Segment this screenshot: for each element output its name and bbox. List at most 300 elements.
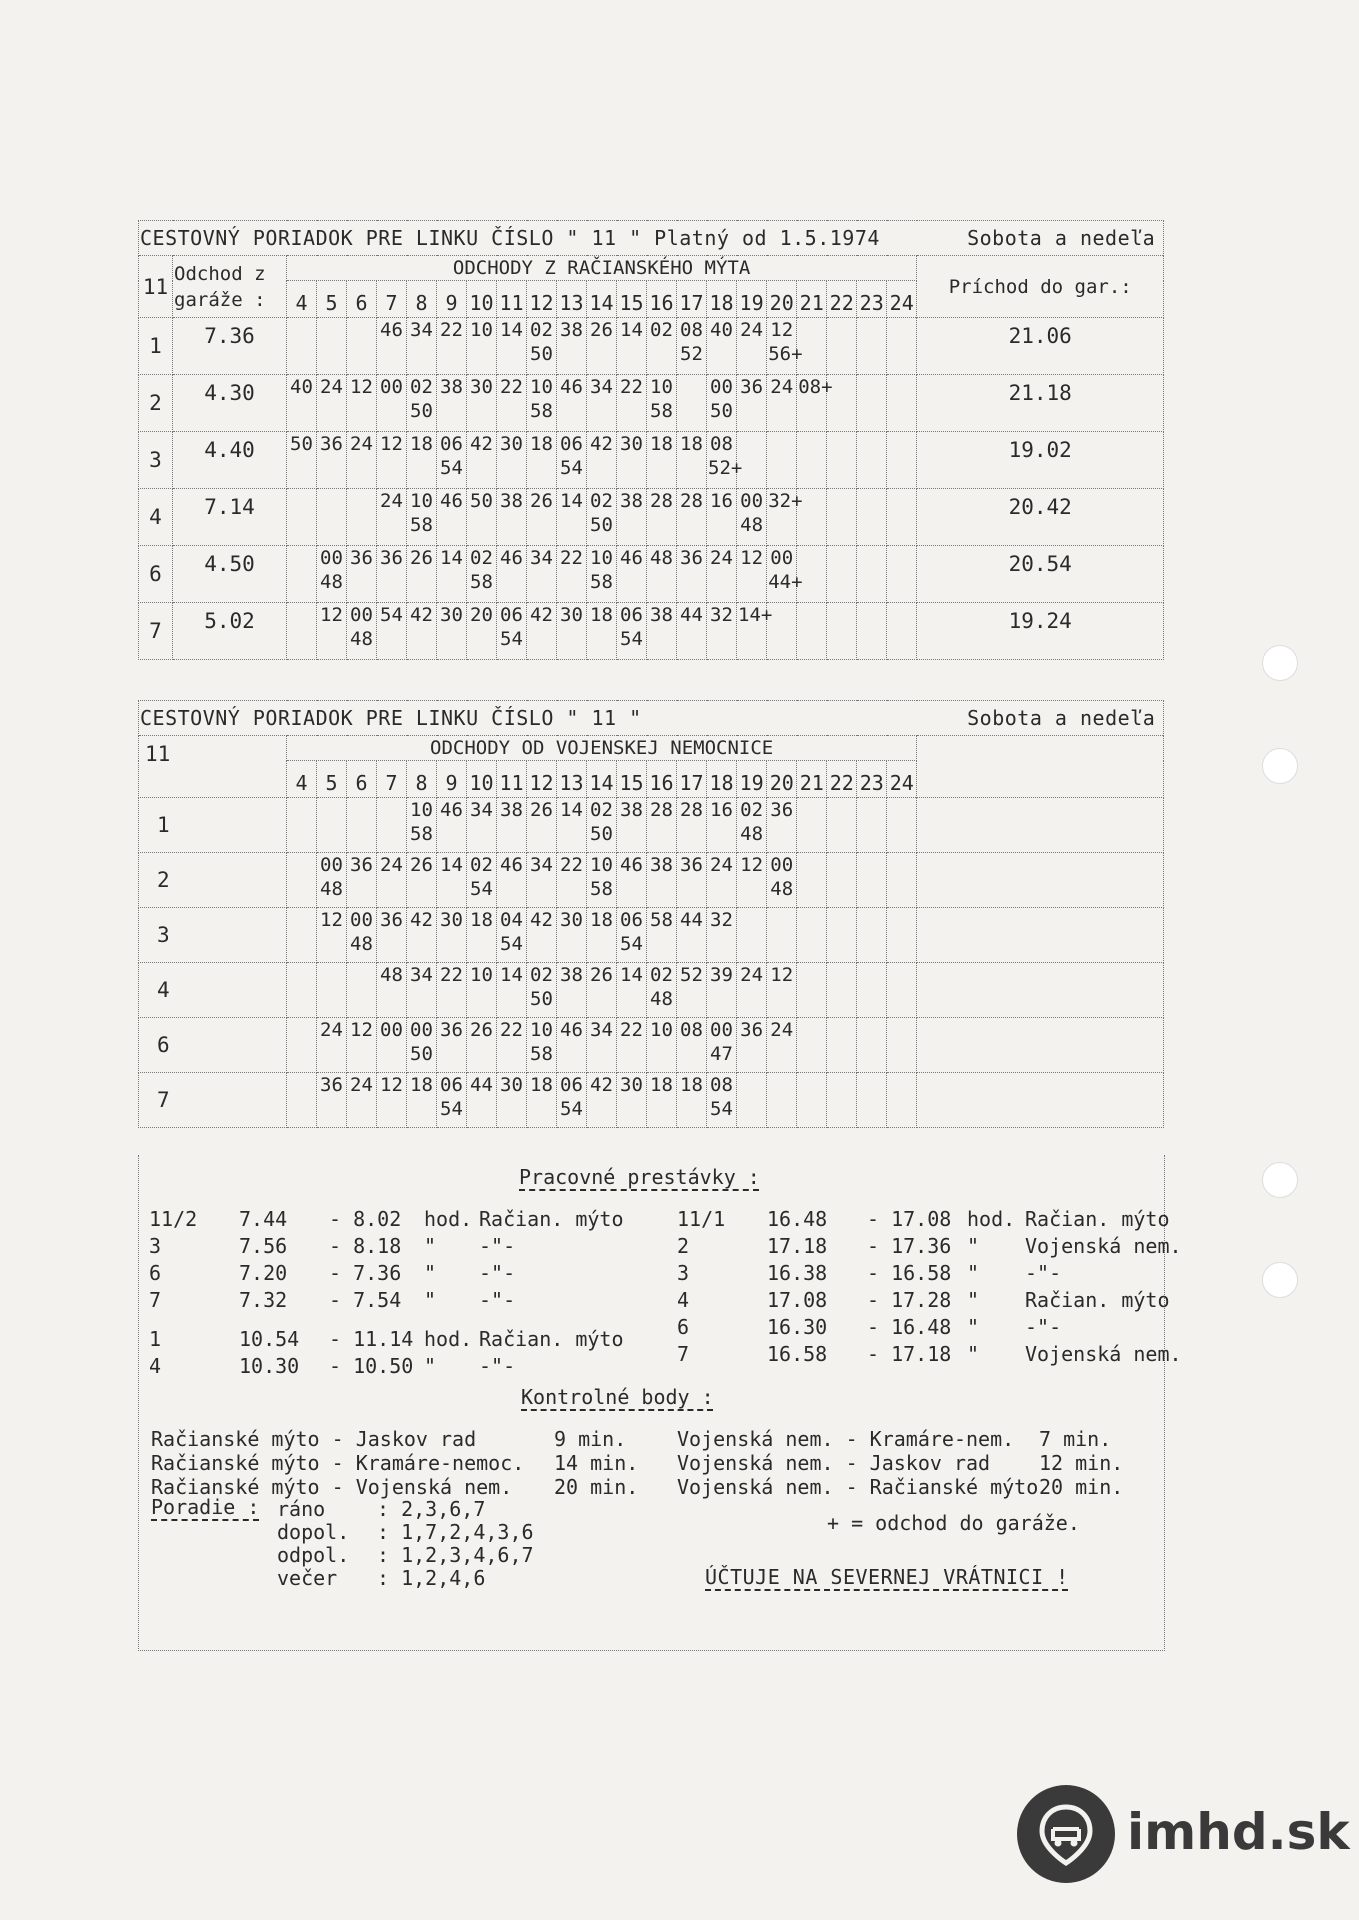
departure-minute: 58: [530, 1043, 553, 1065]
departure-cell: [527, 318, 557, 375]
departure-minute: 18: [410, 433, 433, 455]
departure-cell: [437, 1018, 467, 1073]
departure-minute: 46: [500, 547, 523, 569]
garage-arrival: 19.24: [917, 603, 1164, 660]
hour-header: 11: [497, 761, 527, 798]
punch-hole: [1262, 1162, 1298, 1198]
departure-cell: [767, 1018, 797, 1073]
departure-cell: [707, 546, 737, 603]
departure-minute: 40: [290, 376, 313, 398]
break-unit: hod.: [967, 1207, 1016, 1231]
departure-minute: 58: [530, 400, 553, 422]
departure-cell: [587, 1018, 617, 1073]
departure-minute: 42: [410, 909, 433, 931]
departure-cell: [617, 432, 647, 489]
departure-cell: [467, 1018, 497, 1073]
departure-cell: [827, 1018, 857, 1073]
departure-minute: 18: [680, 1074, 703, 1096]
hour-header: 12: [527, 761, 557, 798]
departure-cell: [707, 798, 737, 853]
break-from: 7.56: [239, 1234, 288, 1258]
departure-cell: [647, 375, 677, 432]
departure-minute: 12: [770, 964, 794, 986]
departure-minute: 48: [650, 547, 673, 569]
departure-minute: 12: [380, 433, 403, 455]
departure-minute: 24: [350, 1074, 373, 1096]
departure-minute: 42: [590, 1074, 613, 1096]
departure-cell: [617, 1018, 647, 1073]
break-place: Račian. mýto: [1025, 1207, 1170, 1231]
departure-cell: [887, 489, 917, 546]
departure-cell: [377, 1073, 407, 1128]
departure-cell: [557, 432, 587, 489]
departure-cell: [557, 1073, 587, 1128]
punch-hole: [1262, 645, 1298, 681]
departure-cell: [587, 375, 617, 432]
hour-header: 4: [287, 761, 317, 798]
departure-cell: [647, 318, 677, 375]
departure-minute: 58: [410, 514, 433, 536]
order-value: : 2,3,6,7: [377, 1497, 486, 1521]
departure-minute: 24: [380, 854, 403, 876]
departure-cell: [377, 432, 407, 489]
order-title: Poradie :: [151, 1495, 260, 1519]
departure-cell: [617, 1073, 647, 1128]
departure-cell: [797, 1073, 827, 1128]
departure-cell: [827, 546, 857, 603]
departure-minute: 08: [680, 1019, 703, 1041]
departure-cell: [707, 603, 737, 660]
departure-minute: 26: [410, 854, 433, 876]
departure-cell: [887, 318, 917, 375]
garage-departure: 4.50: [173, 546, 287, 603]
departure-minute: 06: [560, 433, 583, 455]
blank-cell: [917, 908, 1164, 963]
departure-cell: [287, 318, 317, 375]
departure-cell: [287, 798, 317, 853]
row-number: 6: [139, 1018, 287, 1073]
departure-minute: 50: [410, 400, 433, 422]
departure-cell: [887, 432, 917, 489]
departure-minute: 44+: [768, 571, 803, 593]
departure-minute: 08+: [798, 376, 833, 398]
departure-cell: [497, 963, 527, 1018]
departure-minute: 10: [530, 1019, 553, 1041]
departure-cell: [677, 908, 707, 963]
departure-cell: [467, 489, 497, 546]
timetable-row: [139, 603, 1164, 660]
departure-minute: 04: [500, 909, 523, 931]
departure-minute: 58: [650, 909, 673, 931]
departure-minute: 52: [680, 964, 703, 986]
timetable-row: [139, 1018, 1164, 1073]
hour-header: 19: [737, 281, 767, 318]
departure-minute: 50: [530, 988, 553, 1010]
departure-cell: [617, 489, 647, 546]
break-from: 16.30: [767, 1315, 828, 1339]
control-time: 7 min.: [1039, 1427, 1112, 1451]
departure-cell: [767, 963, 797, 1018]
hour-header: 23: [857, 281, 887, 318]
departure-cell: [347, 489, 377, 546]
departure-cell: [287, 489, 317, 546]
garage-arrival: 20.42: [917, 489, 1164, 546]
departure-cell: [407, 375, 437, 432]
departure-minute: 38: [440, 376, 463, 398]
hour-header: 22: [827, 761, 857, 798]
departure-cell: [677, 853, 707, 908]
departure-minute: 54: [500, 933, 523, 955]
departure-minute: 54: [380, 604, 403, 626]
break-from: 17.18: [767, 1234, 828, 1258]
departure-cell: [497, 908, 527, 963]
garage-header: Odchod z garáže :: [173, 256, 287, 318]
departure-minute: 44: [680, 909, 703, 931]
break-to: - 17.18: [867, 1342, 952, 1366]
hour-header: 16: [647, 761, 677, 798]
departure-cell: [497, 1073, 527, 1128]
departure-minute: 24: [740, 964, 764, 986]
departure-cell: [707, 489, 737, 546]
break-to: - 7.36: [329, 1261, 402, 1285]
order-value: : 1,2,4,6: [377, 1566, 486, 1590]
hour-header: 14: [587, 761, 617, 798]
departure-minute: 14: [620, 964, 643, 986]
departure-minute: 14: [500, 319, 523, 341]
departure-cell: [497, 546, 527, 603]
departure-cell: [797, 432, 827, 489]
departure-minute: 36: [380, 909, 403, 931]
departure-cell: [857, 798, 887, 853]
imhd-logo[interactable]: [1017, 1785, 1350, 1885]
departure-cell: [827, 963, 857, 1018]
hour-header: 15: [617, 761, 647, 798]
departure-cell: [347, 1073, 377, 1128]
garage-arrival: 21.18: [917, 375, 1164, 432]
departure-cell: [557, 546, 587, 603]
departure-cell: [287, 853, 317, 908]
logo-text: imhd.sk: [1127, 1803, 1350, 1861]
departure-minute: 24: [380, 490, 403, 512]
departure-minute: 54: [500, 628, 523, 650]
break-unit: ": [967, 1261, 980, 1285]
departure-cell: [647, 1018, 677, 1073]
departure-cell: [557, 853, 587, 908]
break-unit: ": [967, 1288, 980, 1312]
departure-minute: 12: [350, 376, 373, 398]
departure-cell: [527, 489, 557, 546]
departure-cell: [527, 546, 557, 603]
bus-pin-icon: [1017, 1785, 1115, 1883]
departure-cell: [857, 489, 887, 546]
garage-arrival: 19.02: [917, 432, 1164, 489]
departure-cell: [707, 1073, 737, 1128]
departure-cell: [347, 853, 377, 908]
departure-cell: [467, 908, 497, 963]
departure-cell: [857, 432, 887, 489]
departure-minute: 50: [590, 514, 613, 536]
blank-cell: [917, 798, 1164, 853]
section-header: ODCHODY Z RAČIANSKÉHO MÝTA: [287, 256, 917, 281]
row-number: 2: [139, 853, 287, 908]
timetable-row: [139, 908, 1164, 963]
break-from: 16.38: [767, 1261, 828, 1285]
hour-header: 7: [377, 281, 407, 318]
departure-minute: 58: [470, 571, 493, 593]
departure-cell: [737, 318, 767, 375]
break-unit: ": [424, 1354, 437, 1378]
departure-cell: [317, 318, 347, 375]
departure-minute: 42: [530, 909, 553, 931]
order-label: dopol.: [277, 1520, 350, 1544]
departure-minute: 54: [620, 628, 643, 650]
departure-minute: 26: [530, 490, 553, 512]
departure-minute: 34: [530, 547, 553, 569]
departure-minute: 46: [440, 799, 463, 821]
departure-minute: 16: [710, 799, 733, 821]
departure-cell: [557, 908, 587, 963]
break-no: 7: [677, 1342, 690, 1366]
departure-minute: 46: [380, 319, 403, 341]
departure-minute: 58: [650, 400, 673, 422]
departure-cell: [437, 908, 467, 963]
break-to: - 10.50: [329, 1354, 414, 1378]
departure-minute: 34: [470, 799, 493, 821]
break-unit: ": [967, 1342, 980, 1366]
break-from: 10.54: [239, 1327, 300, 1351]
departure-minute: 10: [410, 799, 433, 821]
departure-minute: 34: [590, 376, 613, 398]
departure-cell: [797, 908, 827, 963]
break-from: 16.58: [767, 1342, 828, 1366]
departure-cell: [647, 798, 677, 853]
departure-cell: [557, 798, 587, 853]
row-number: 3: [139, 908, 287, 963]
departure-minute: 48: [350, 933, 373, 955]
break-place: Vojenská nem.: [1025, 1234, 1182, 1258]
departure-cell: [767, 489, 803, 546]
departure-minute: 36: [740, 1019, 764, 1041]
departure-minute: 00: [410, 1019, 433, 1041]
departure-minute: 34: [530, 854, 553, 876]
departure-cell: [827, 489, 857, 546]
departure-minute: 36: [440, 1019, 463, 1041]
hour-header: 10: [467, 761, 497, 798]
departure-minute: 58: [410, 823, 433, 845]
departure-cell: [677, 1018, 707, 1073]
hour-header: 14: [587, 281, 617, 318]
punch-hole: [1262, 1262, 1298, 1298]
hour-header: 13: [557, 281, 587, 318]
hour-header: 7: [377, 761, 407, 798]
departure-cell: [377, 603, 407, 660]
departure-minute: 52+: [708, 457, 743, 479]
departure-cell: [527, 375, 557, 432]
departure-cell: [317, 489, 347, 546]
logo-circle: [1017, 1785, 1115, 1883]
departure-minute: 28: [650, 490, 673, 512]
departure-cell: [377, 798, 407, 853]
hour-header: 5: [317, 761, 347, 798]
timetable-row: [139, 853, 1164, 908]
break-from: 17.08: [767, 1288, 828, 1312]
departure-cell: [587, 432, 617, 489]
departure-cell: [617, 798, 647, 853]
control-time: 14 min.: [554, 1451, 639, 1475]
departure-cell: [287, 432, 317, 489]
departure-minute: 34: [410, 964, 433, 986]
departure-cell: [827, 432, 857, 489]
hour-header: 16: [647, 281, 677, 318]
garage-departure: 5.02: [173, 603, 287, 660]
hour-header: 20: [767, 761, 797, 798]
departure-cell: [707, 375, 737, 432]
departure-cell: [857, 908, 887, 963]
departure-minute: 18: [650, 433, 673, 455]
blank-header: [917, 736, 1164, 798]
departure-minute: 48: [350, 628, 373, 650]
departure-minute: 42: [410, 604, 433, 626]
table1-day: Sobota a nedeľa: [767, 221, 1164, 256]
departure-cell: [377, 853, 407, 908]
departure-cell: [647, 1073, 677, 1128]
break-to: - 17.08: [867, 1207, 952, 1231]
departure-cell: [737, 1073, 767, 1128]
departure-minute: 10: [590, 854, 613, 876]
departure-cell: [437, 546, 467, 603]
departure-minute: 08: [710, 433, 733, 455]
departure-cell: [407, 432, 437, 489]
notes-section: [138, 1155, 1182, 1651]
departure-minute: 38: [620, 799, 643, 821]
departure-minute: 54: [560, 457, 583, 479]
departure-minute: 28: [680, 799, 703, 821]
departure-minute: 18: [530, 1074, 553, 1096]
break-place: -"-: [1025, 1315, 1062, 1339]
departure-minute: 34: [590, 1019, 613, 1041]
departure-cell: [437, 1073, 467, 1128]
departure-minute: 30: [440, 604, 463, 626]
timetable-row: [139, 798, 1164, 853]
departure-cell: [287, 1018, 317, 1073]
break-from: 7.44: [239, 1207, 288, 1231]
departure-cell: [647, 489, 677, 546]
departure-cell: [557, 603, 587, 660]
hour-header: 11: [497, 281, 527, 318]
departure-cell: [527, 1018, 557, 1073]
departure-minute: 58: [590, 878, 613, 900]
departure-cell: [677, 432, 707, 489]
departure-cell: [467, 853, 497, 908]
departure-cell: [617, 908, 647, 963]
departure-cell: [887, 375, 917, 432]
departure-minute: 10: [650, 376, 673, 398]
departure-cell: [767, 318, 803, 375]
departure-cell: [377, 375, 407, 432]
control-time: 20 min.: [1039, 1475, 1124, 1499]
departure-cell: [347, 798, 377, 853]
departure-minute: 36: [680, 854, 703, 876]
hour-header: 17: [677, 761, 707, 798]
departure-cell: [887, 853, 917, 908]
departure-cell: [437, 853, 467, 908]
timetable-row: [139, 318, 1164, 375]
departure-cell: [437, 318, 467, 375]
break-to: - 17.28: [867, 1288, 952, 1312]
departure-minute: 18: [650, 1074, 673, 1096]
blank-cell: [917, 963, 1164, 1018]
departure-cell: [617, 375, 647, 432]
control-route: Vojenská nem. - Jaskov rad: [677, 1451, 991, 1475]
departure-minute: 26: [470, 1019, 493, 1041]
row-number: 2: [139, 375, 173, 432]
departure-minute: 02: [530, 319, 553, 341]
departure-minute: 22: [500, 1019, 523, 1041]
departure-cell: [437, 432, 467, 489]
departure-minute: 54: [440, 1098, 463, 1120]
departure-cell: [347, 963, 377, 1018]
departure-cell: [677, 798, 707, 853]
order-label: odpol.: [277, 1543, 350, 1567]
break-no: 3: [149, 1234, 162, 1258]
departure-cell: [767, 798, 797, 853]
departure-cell: [767, 375, 797, 432]
departure-minute: 30: [500, 1074, 523, 1096]
timetable-row: [139, 1073, 1164, 1128]
hour-header: 18: [707, 761, 737, 798]
departure-minute: 44: [680, 604, 703, 626]
row-number: 3: [139, 432, 173, 489]
departure-cell: [857, 963, 887, 1018]
departure-cell: [377, 546, 407, 603]
departure-minute: 44: [470, 1074, 493, 1096]
departure-cell: [767, 853, 797, 908]
departure-minute: 02: [530, 964, 553, 986]
departure-minute: 14: [620, 319, 643, 341]
hour-header: 9: [437, 761, 467, 798]
departure-cell: [527, 853, 557, 908]
departure-cell: [527, 432, 557, 489]
departure-minute: 18: [680, 433, 703, 455]
departure-cell: [797, 603, 827, 660]
departure-minute: 06: [440, 1074, 463, 1096]
departure-cell: [467, 318, 497, 375]
table2-title: CESTOVNÝ PORIADOK PRE LINKU ČÍSLO " 11 ": [139, 701, 767, 736]
departure-minute: 48: [380, 964, 403, 986]
break-place: -"-: [479, 1288, 516, 1312]
departure-cell: [677, 375, 707, 432]
departure-minute: 16: [710, 490, 733, 512]
departure-minute: 14: [500, 964, 523, 986]
departure-minute: 00: [770, 854, 794, 876]
departure-cell: [647, 432, 677, 489]
departure-cell: [317, 853, 347, 908]
departure-minute: 10: [530, 376, 553, 398]
break-place: -"-: [1025, 1261, 1062, 1285]
departure-minute: 14: [560, 799, 583, 821]
departure-cell: [857, 1018, 887, 1073]
footer-note: ÚČTUJE NA SEVERNEJ VRÁTNICI !: [705, 1565, 1069, 1589]
departure-cell: [857, 546, 887, 603]
departure-minute: 50: [290, 433, 313, 455]
departure-minute: 48: [320, 878, 343, 900]
break-unit: ": [424, 1288, 437, 1312]
departure-minute: 06: [500, 604, 523, 626]
departure-cell: [617, 853, 647, 908]
hour-header: 21: [797, 761, 827, 798]
hour-header: 13: [557, 761, 587, 798]
control-route: Račianské mýto - Kramáre-nemoc.: [151, 1451, 525, 1475]
